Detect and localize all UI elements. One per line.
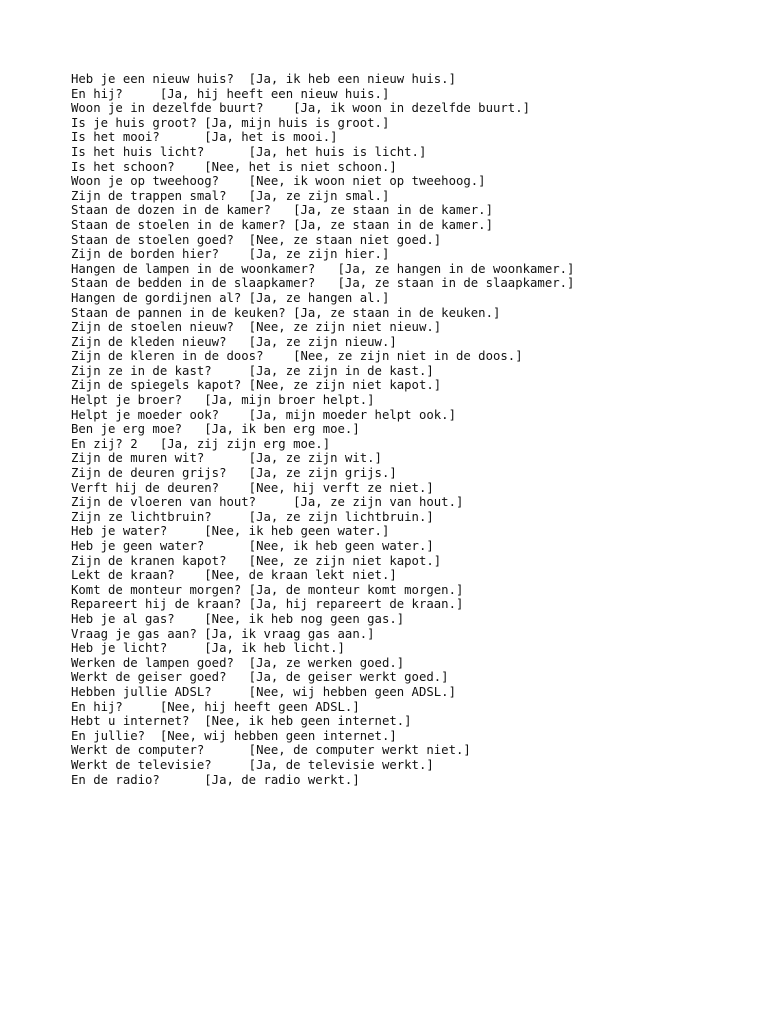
text-line: En hij? [Ja, hij heeft een nieuw huis.] xyxy=(71,86,390,101)
text-line: Werkt de televisie? [Ja, de televisie werkt.] xyxy=(71,757,434,772)
text-line: Ben je erg moe? [Ja, ik ben erg moe.] xyxy=(71,422,360,437)
text-line: Staan de stoelen in de kamer? [Ja, ze staan in de kamer.] xyxy=(71,217,493,232)
text-line: Staan de bedden in de slaapkamer? [Ja, ze staan in de slaapkamer.] xyxy=(71,276,575,291)
text-line: Zijn de kleren in de doos? [Nee, ze zijn niet in de doos.] xyxy=(71,349,523,364)
text-line: Vraag je gas aan? [Ja, ik vraag gas aan.] xyxy=(71,626,375,641)
text-line: Werken de lampen goed? [Ja, ze werken goed.] xyxy=(71,655,405,670)
text-line: Heb je geen water? [Nee, ik heb geen water.] xyxy=(71,539,434,553)
text-line: Helpt je moeder ook? [Ja, mijn moeder helpt ook.] xyxy=(71,407,456,422)
text-line: Zijn de spiegels kapot? [Nee, ze zijn niet kapot.] xyxy=(71,378,442,393)
text-line: Hebt u internet? [Nee, ik heb geen internet.] xyxy=(71,714,412,729)
text-line: En de radio? [Ja, de radio werkt.] xyxy=(71,772,360,787)
text-line: Heb je al gas? [Nee, ik heb nog geen gas.] xyxy=(71,611,405,626)
text-line: Lekt de kraan? [Nee, de kraan lekt niet.] xyxy=(71,568,397,583)
text-line: Zijn de kranen kapot? [Nee, ze zijn niet kapot.] xyxy=(71,553,442,568)
text-line: Hangen de gordijnen al? [Ja, ze hangen al.] xyxy=(71,290,390,305)
text-line: Staan de pannen in de keuken? [Ja, ze staan in de keuken.] xyxy=(71,305,501,320)
text-line: En hij? [Nee, hij heeft geen ADSL.] xyxy=(71,699,360,714)
text-line: Werkt de computer? [Nee, de computer werkt niet.] xyxy=(71,743,471,758)
text-line: Zijn de kleden nieuw? [Ja, ze zijn nieuw.] xyxy=(71,334,397,349)
text-line: Zijn de muren wit? [Ja, ze zijn wit.] xyxy=(71,451,382,466)
text-line: Zijn de trappen smal? [Ja, ze zijn smal.] xyxy=(71,188,390,203)
text-line: Repareert hij de kraan? [Ja, hij repareert de kraan.] xyxy=(71,597,464,612)
text-line: Staan de stoelen goed? [Nee, ze staan niet goed.] xyxy=(71,232,442,247)
text-line: Zijn ze in de kast? [Ja, ze zijn in de kast.] xyxy=(71,363,434,378)
question-answer-list xyxy=(71,72,574,787)
text-line: Woon je in dezelfde buurt? [Ja, ik woon in dezelfde buurt.] xyxy=(71,101,531,116)
text-line: Hangen de lampen in de woonkamer? [Ja, ze hangen in de woonkamer.] xyxy=(71,261,575,276)
text-line: Woon je op tweehoog? [Nee, ik woon niet op tweehoog.] xyxy=(71,174,486,189)
text-line: Hebben jullie ADSL? [Nee, wij hebben geen ADSL.] xyxy=(71,684,456,699)
text-line: Zijn de vloeren van hout? [Ja, ze zijn van hout.] xyxy=(71,495,464,510)
text-line: Is het schoon? [Nee, het is niet schoon.] xyxy=(71,159,397,174)
text-line: En zij? 2 [Ja, zij zijn erg moe.] xyxy=(71,436,331,451)
text-line: Heb je een nieuw huis? [Ja, ik heb een nieuw huis.] xyxy=(71,72,456,86)
text-line: Verft hij de deuren? [Nee, hij verft ze niet.] xyxy=(71,480,434,495)
text-line: Helpt je broer? [Ja, mijn broer helpt.] xyxy=(71,393,375,408)
text-line: Zijn ze lichtbruin? [Ja, ze zijn lichtbruin.] xyxy=(71,509,434,524)
text-line: Staan de dozen in de kamer? [Ja, ze staan in de kamer.] xyxy=(71,203,493,218)
text-line: Is het mooi? [Ja, het is mooi.] xyxy=(71,130,338,145)
text-line: En jullie? [Nee, wij hebben geen internet.] xyxy=(71,728,397,743)
text-line: Is het huis licht? [Ja, het huis is licht.] xyxy=(71,144,427,159)
text-line: Heb je water? [Nee, ik heb geen water.] xyxy=(71,524,390,539)
text-line: Werkt de geiser goed? [Ja, de geiser werkt goed.] xyxy=(71,670,449,685)
text-line: Heb je licht? [Ja, ik heb licht.] xyxy=(71,641,345,656)
text-line: Is je huis groot? [Ja, mijn huis is groot.] xyxy=(71,115,390,130)
text-line: Zijn de deuren grijs? [Ja, ze zijn grijs.] xyxy=(71,466,397,481)
text-line: Zijn de stoelen nieuw? [Nee, ze zijn niet nieuw.] xyxy=(71,320,442,335)
text-line: Zijn de borden hier? [Ja, ze zijn hier.] xyxy=(71,247,390,262)
text-line: Komt de monteur morgen? [Ja, de monteur komt morgen.] xyxy=(71,582,464,597)
